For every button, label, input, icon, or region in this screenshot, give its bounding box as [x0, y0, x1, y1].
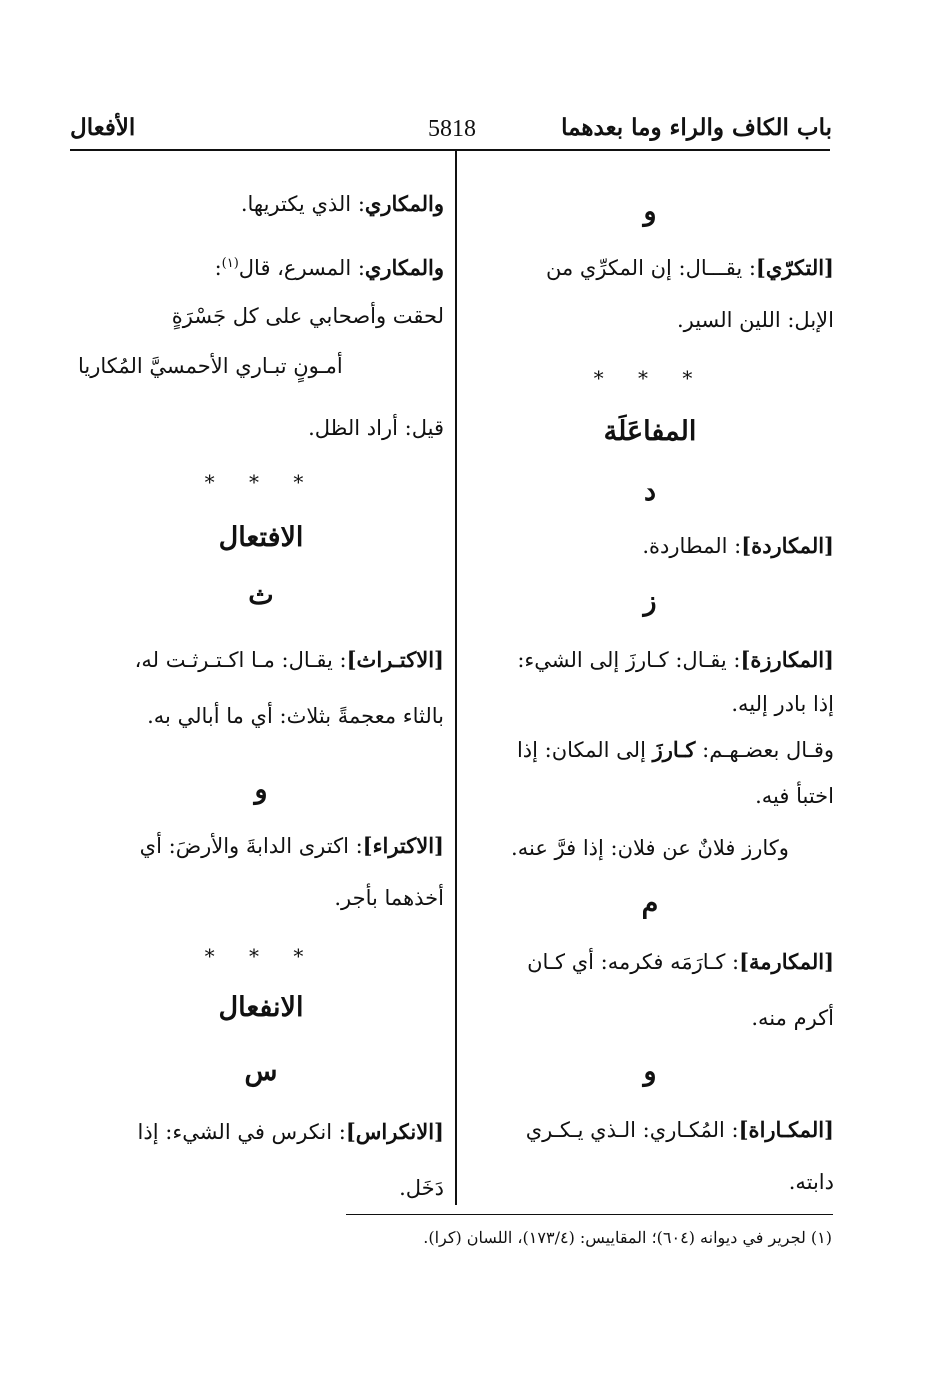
letter-heading: و: [643, 1056, 657, 1087]
header-rule: [70, 149, 830, 151]
entry-continuation: بالثاء معجمةً بثلاث: أي ما أبالي به.: [147, 704, 444, 728]
entry-paragraph: [78, 252, 444, 280]
entry-term: [المكـاراة]: [738, 1117, 834, 1142]
entry-term: [المكارمة]: [739, 949, 834, 974]
entry-paragraph: [466, 534, 834, 558]
letter-heading: م: [641, 888, 659, 919]
section-heading: الافتعال: [218, 522, 304, 553]
entry-text: : يقـال: كـارزَ إلى الشيء:: [517, 648, 741, 672]
verse-line: أمـونٍ تبـاري الأحمسيَّ المُكاريا: [78, 354, 343, 378]
entry-term: والمكاري: [364, 191, 444, 216]
entry-continuation: أكرم منه.: [751, 1006, 834, 1030]
letter-heading: و: [643, 196, 657, 227]
entry-text: : المسرع، قال: [238, 256, 365, 280]
section-separator: * * *: [204, 470, 318, 494]
entry-continuation: اختبأ فيه.: [755, 784, 834, 808]
entry-term: كـارزَ: [652, 737, 696, 762]
entry-paragraph: [466, 256, 834, 280]
footnote-marker: (١): [221, 256, 239, 271]
verse-line: لحقت وأصحابي على كل جَسْرَةٍ: [171, 304, 444, 328]
entry-paragraph: وكارز فلانٌ عن فلان: إذا فرَّ عنه.: [511, 836, 789, 860]
entry-text: : كـارَمَه فكرمه: أي كـان: [527, 950, 740, 974]
page-number: 5818: [428, 116, 476, 142]
entry-paragraph: [466, 648, 834, 672]
letter-heading: و: [254, 774, 268, 805]
footnote: (١) لجرير في ديوانه (٦٠٤)؛ المقاييس: (١٧٣/٤)، اللسان (كرا).: [423, 1228, 832, 1247]
entry-text: : اكترى الدابةَ والأرضَ: أي: [139, 834, 363, 858]
section-separator: * * *: [593, 366, 707, 390]
entry-continuation: دَخَل.: [399, 1176, 444, 1200]
entry-text: :: [214, 256, 222, 280]
letter-heading: ث: [248, 580, 274, 611]
entry-term: والمكاري: [364, 255, 444, 280]
entry-term: [المكاردة]: [741, 533, 834, 558]
entry-text: إلى المكان: إذا: [516, 738, 653, 762]
entry-term: [الانكراس]: [345, 1119, 444, 1144]
section-heading: المفاعَلَة: [603, 416, 697, 447]
entry-paragraph: قيل: أراد الظل.: [308, 416, 444, 440]
entry-paragraph: [78, 1120, 444, 1144]
footnote-rule: [346, 1214, 833, 1215]
page-header: [70, 112, 832, 152]
column-divider: [455, 150, 457, 1205]
entry-paragraph: [78, 192, 444, 216]
entry-term: [الاكتـراث]: [346, 647, 444, 672]
entry-continuation: أخذهما بأجر.: [334, 886, 444, 910]
entry-continuation: إذا بادر إليه.: [731, 692, 834, 716]
section-separator: * * *: [204, 944, 318, 968]
entry-text: : الذي يكتريها.: [240, 192, 365, 216]
section-heading: الانفعال: [218, 992, 304, 1023]
letter-heading: س: [244, 1056, 278, 1087]
entry-paragraph: [466, 1118, 834, 1142]
chapter-title: باب الكاف والراء وما بعدهما: [561, 114, 832, 141]
letter-heading: د: [643, 476, 657, 507]
entry-text: : انكرس في الشيء: إذا: [137, 1120, 346, 1144]
section-title: الأفعال: [70, 114, 136, 141]
entry-text: : المطاردة.: [642, 534, 742, 558]
entry-paragraph: [466, 738, 834, 762]
entry-term: [التكرّي]: [755, 255, 834, 280]
entry-term: [المكارزة]: [740, 647, 834, 672]
entry-text: : يقـــال: إن المكرِّي من: [546, 256, 756, 280]
entry-text: : المُكـاري: الـذي يـكـري: [525, 1118, 739, 1142]
entry-continuation: دابته.: [788, 1170, 834, 1194]
letter-heading: ز: [643, 586, 657, 617]
entry-paragraph: [466, 950, 834, 974]
entry-term: [الاكتراء]: [362, 833, 444, 858]
entry-paragraph: [78, 834, 444, 858]
entry-paragraph: [78, 648, 444, 672]
entry-text: وقـال بعضـهـم:: [695, 738, 834, 762]
entry-continuation: الإبل: اللين السير.: [676, 308, 834, 332]
entry-text: : يقـال: مـا اكـتـرثـت له،: [134, 648, 347, 672]
